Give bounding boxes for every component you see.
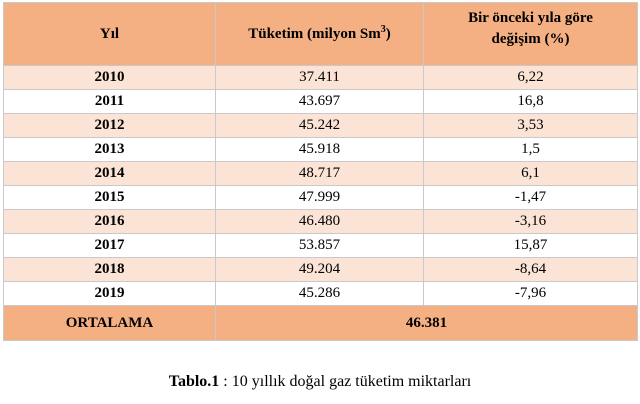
change-cell: 3,53 — [424, 114, 638, 138]
table-row — [4, 210, 638, 234]
year-cell: 2012 — [4, 114, 216, 138]
consumption-cell: 45.286 — [216, 282, 424, 306]
average-label: ORTALAMA — [4, 306, 216, 341]
table-row — [4, 234, 638, 258]
consumption-cell: 46.480 — [216, 210, 424, 234]
change-cell: -3,16 — [424, 210, 638, 234]
table-row — [4, 138, 638, 162]
year-cell: 2019 — [4, 282, 216, 306]
change-cell: -1,47 — [424, 186, 638, 210]
header-change: Bir önceki yıla göre değişim (%) — [424, 3, 638, 66]
change-cell: 16,8 — [424, 90, 638, 114]
average-value: 46.381 — [216, 306, 638, 341]
table-header-row — [4, 3, 638, 66]
table-row — [4, 186, 638, 210]
consumption-cell: 45.918 — [216, 138, 424, 162]
table-row — [4, 258, 638, 282]
consumption-cell: 49.204 — [216, 258, 424, 282]
year-cell: 2018 — [4, 258, 216, 282]
change-cell: -7,96 — [424, 282, 638, 306]
year-cell: 2015 — [4, 186, 216, 210]
table-row — [4, 162, 638, 186]
consumption-cell: 48.717 — [216, 162, 424, 186]
table-caption — [0, 373, 640, 391]
change-cell: 15,87 — [424, 234, 638, 258]
year-cell: 2011 — [4, 90, 216, 114]
table-row — [4, 114, 638, 138]
table-row — [4, 282, 638, 306]
change-cell: 6,1 — [424, 162, 638, 186]
header-year: Yıl — [4, 3, 216, 66]
change-cell: 6,22 — [424, 66, 638, 90]
consumption-cell: 37.411 — [216, 66, 424, 90]
change-cell: 1,5 — [424, 138, 638, 162]
caption-label: Tablo.1 — [168, 373, 220, 390]
consumption-cell: 47.999 — [216, 186, 424, 210]
average-row — [4, 306, 638, 341]
header-consumption: Tüketim (milyon Sm$^3$) — [216, 3, 424, 66]
table-row — [4, 66, 638, 90]
consumption-cell: 53.857 — [216, 234, 424, 258]
caption-text: : 10 yıllık doğal gaz tüketim miktarları — [219, 373, 472, 390]
change-cell: -8,64 — [424, 258, 638, 282]
consumption-cell: 45.242 — [216, 114, 424, 138]
gas-consumption-table — [3, 2, 638, 341]
year-cell: 2010 — [4, 66, 216, 90]
consumption-cell: 43.697 — [216, 90, 424, 114]
year-cell: 2013 — [4, 138, 216, 162]
year-cell: 2017 — [4, 234, 216, 258]
table-row — [4, 90, 638, 114]
year-cell: 2016 — [4, 210, 216, 234]
year-cell: 2014 — [4, 162, 216, 186]
